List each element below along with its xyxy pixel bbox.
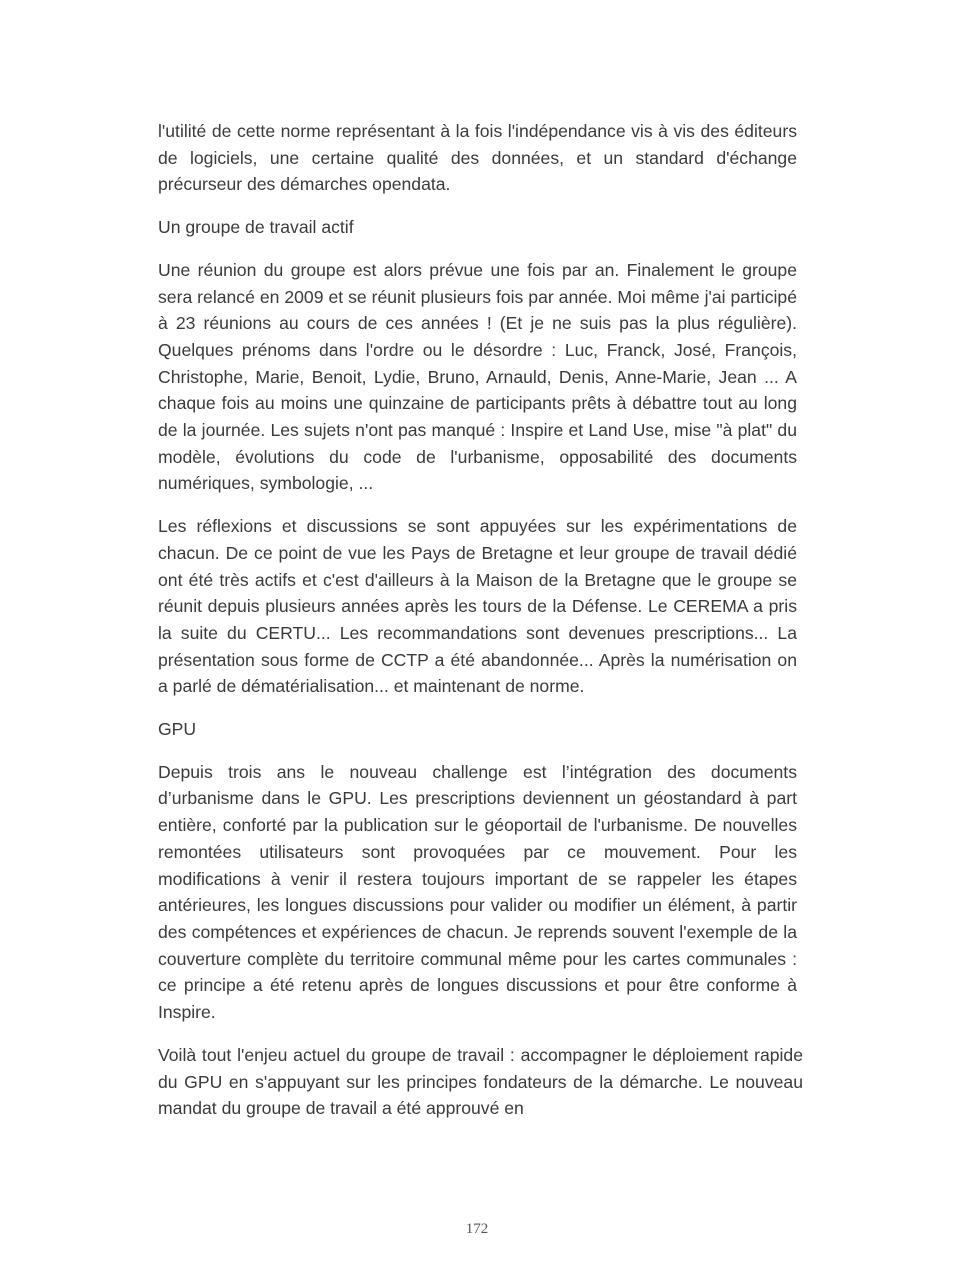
paragraph-reflexions: Les réflexions et discussions se sont appuyées sur les expérimentations de chacun. De ce point de vue les Pays de Bretagne et leur groupe de travail dédié ont été très actifs et c'est d'ailleurs à la Maison de la Bretagne que le groupe se réunit depuis plusieurs années après les tours de la Défense. Le CEREMA a pris la suite du CERTU... Les recommandations sont devenues prescriptions... La présentation sous forme de CCTP a été abandonnée... Après la numérisation on a parlé de dématérialisation... et maintenant de norme. xyxy=(158,516,797,697)
page-number: 172 xyxy=(465,1221,489,1237)
section-heading-groupe-travail: Un groupe de travail actif xyxy=(158,217,354,238)
paragraph-reunions: Une réunion du groupe est alors prévue une fois par an. Finalement le groupe sera relancé en 2009 et se réunit plusieurs fois par année. Moi même j'ai participé à 23 réunions au cours de ces années ! (Et je ne suis pas la plus régulière). Quelques prénoms dans l'ordre ou le désordre : Luc, Franck, José, François, Christophe, Marie, Benoit, Lydie, Bruno, Arnauld, Denis, Anne-Marie, Jean ... A chaque fois au moins une quinzaine de participants prêts à débattre tout au long de la journée. Les sujets n'ont pas manqué : Inspire et Land Use, mise "à plat" du modèle, évolutions du code de l'urbanisme, opposabilité des documents numériques, symbologie, ... xyxy=(158,259,797,494)
section-heading-gpu: GPU xyxy=(158,719,197,740)
page-body xyxy=(158,118,803,1122)
paragraph-gpu-challenge: Depuis trois ans le nouveau challenge est l’intégration des documents d’urbanisme dans le GPU. Les prescriptions deviennent un géostandard à part entière, conforté par la publication sur le géoportail de l'urbanisme. De nouvelles remontées utilisateurs sont provoquées par ce mouvement. Pour les modifications à venir il restera toujours important de se rappeler les étapes antérieures, les longues discussions pour valider ou modifier un élément, à partir des compétences et expériences de chacun. Je reprends souvent l'exemple de la couverture complète du territoire communal même pour les cartes communales : ce principe a été retenu après de longues discussions et pour être conforme à Inspire. xyxy=(158,761,797,1023)
paragraph-norme-utilite: l'utilité de cette norme représentant à la fois l'indépendance vis à vis des éditeurs de logiciels, une certaine qualité des données, et un standard d'échange précurseur des démarches opendata. xyxy=(158,121,797,195)
paragraph-enjeu-actuel: Voilà tout l'enjeu actuel du groupe de travail : accompagner le déploiement rapide du GPU en s'appuyant sur les principes fondateurs de la démarche. Le nouveau mandat du groupe de travail a été approuvé en xyxy=(158,1044,803,1119)
